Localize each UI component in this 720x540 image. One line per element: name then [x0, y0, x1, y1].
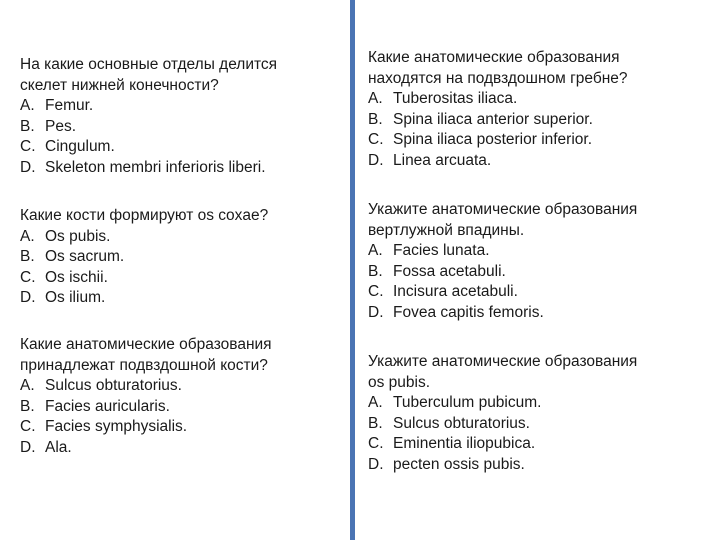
answer-option	[20, 137, 345, 158]
option-letter: C.	[20, 138, 36, 155]
option-letter: C.	[368, 435, 384, 452]
answer-option	[368, 303, 713, 324]
option-letter: D.	[368, 151, 384, 169]
option-text: Pes.	[45, 117, 77, 135]
answer-option	[20, 117, 345, 138]
option-text: Fovea capitis femoris.	[393, 303, 544, 321]
option-letter: A.	[20, 97, 35, 114]
answer-option	[20, 96, 345, 117]
question-title-line: os pubis.	[368, 373, 431, 391]
question-title-line: Какие анатомические образования	[20, 336, 272, 353]
option-letter: D.	[20, 438, 36, 456]
option-text: Sulcus obturatorius.	[45, 377, 182, 394]
answer-option	[20, 247, 345, 268]
option-letter: B.	[368, 110, 383, 128]
option-letter: A.	[20, 377, 35, 394]
question-block-5	[368, 200, 713, 323]
question-title-line: Укажите анатомические образования	[368, 201, 638, 218]
option-text: Os ilium.	[45, 289, 106, 306]
option-letter: C.	[368, 131, 384, 148]
answer-option	[368, 130, 713, 151]
option-text: Facies auricularis.	[45, 397, 170, 415]
option-text: Os sacrum.	[45, 248, 125, 265]
column-divider	[350, 0, 355, 540]
answer-option	[20, 417, 345, 438]
option-text: Ala.	[45, 438, 72, 456]
answer-option	[368, 110, 713, 131]
option-letter: B.	[20, 117, 35, 135]
option-letter: D.	[368, 455, 384, 473]
option-letter: D.	[20, 289, 36, 306]
question-title-line: находятся на подвздошном гребне?	[368, 69, 628, 87]
question-title-line: вертлужной впадины.	[368, 221, 525, 239]
question-block-4	[368, 48, 713, 171]
option-text: pecten ossis pubis.	[393, 455, 525, 473]
option-text: Femur.	[45, 97, 94, 114]
option-letter: D.	[368, 303, 384, 321]
option-letter: B.	[20, 397, 35, 415]
answer-option	[368, 434, 713, 455]
answer-option	[20, 227, 345, 248]
answer-option	[368, 241, 713, 262]
option-letter: A.	[368, 242, 383, 259]
answer-option	[20, 376, 345, 397]
option-text: Spina iliaca anterior superior.	[393, 110, 593, 128]
question-block-6	[368, 352, 713, 475]
answer-option	[368, 393, 713, 414]
question-title-line: Какие анатомические образования	[368, 49, 620, 66]
option-text: Skeleton membri inferioris liberi.	[45, 158, 266, 176]
question-block-1	[20, 55, 345, 178]
answer-option	[20, 288, 345, 309]
answer-option	[20, 268, 345, 289]
option-letter: A.	[368, 90, 383, 107]
answer-option	[368, 455, 713, 476]
option-text: Facies symphysialis.	[45, 418, 188, 435]
question-title-line: Укажите анатомические образования	[368, 353, 638, 370]
option-letter: A.	[368, 394, 383, 411]
answer-option	[368, 151, 713, 172]
option-letter: B.	[368, 414, 383, 432]
option-letter: C.	[368, 283, 384, 300]
option-text: Linea arcuata.	[393, 151, 492, 169]
option-letter: D.	[20, 158, 36, 176]
answer-option	[20, 158, 345, 179]
option-text: Cingulum.	[45, 138, 115, 155]
option-letter: C.	[20, 268, 36, 286]
question-block-2	[20, 206, 345, 309]
option-text: Spina iliaca posterior inferior.	[393, 131, 593, 148]
option-letter: B.	[20, 248, 35, 265]
question-title-line: принадлежат подвздошной кости?	[20, 356, 268, 374]
question-block-3	[20, 335, 345, 458]
answer-option	[368, 262, 713, 283]
option-text: Os pubis.	[45, 227, 111, 245]
answer-option	[20, 438, 345, 459]
option-text: Tuberculum pubicum.	[393, 394, 542, 411]
answer-option	[368, 282, 713, 303]
option-text: Eminentia iliopubica.	[393, 435, 536, 452]
answer-option	[368, 414, 713, 435]
option-letter: A.	[20, 227, 35, 245]
answer-option	[20, 397, 345, 418]
question-title-line: На какие основные отделы делится	[20, 56, 278, 73]
option-text: Incisura acetabuli.	[393, 283, 518, 300]
answer-option	[368, 89, 713, 110]
option-letter: B.	[368, 262, 383, 280]
option-text: Fossa acetabuli.	[393, 262, 506, 280]
option-text: Tuberositas iliaca.	[393, 90, 518, 107]
option-text: Os ischii.	[45, 268, 108, 286]
option-text: Facies lunata.	[393, 242, 490, 259]
option-text: Sulcus obturatorius.	[393, 414, 530, 432]
question-title-line: скелет нижней конечности?	[20, 76, 219, 94]
option-letter: C.	[20, 418, 36, 435]
question-title-line: Какие кости формируют os coxae?	[20, 207, 269, 224]
